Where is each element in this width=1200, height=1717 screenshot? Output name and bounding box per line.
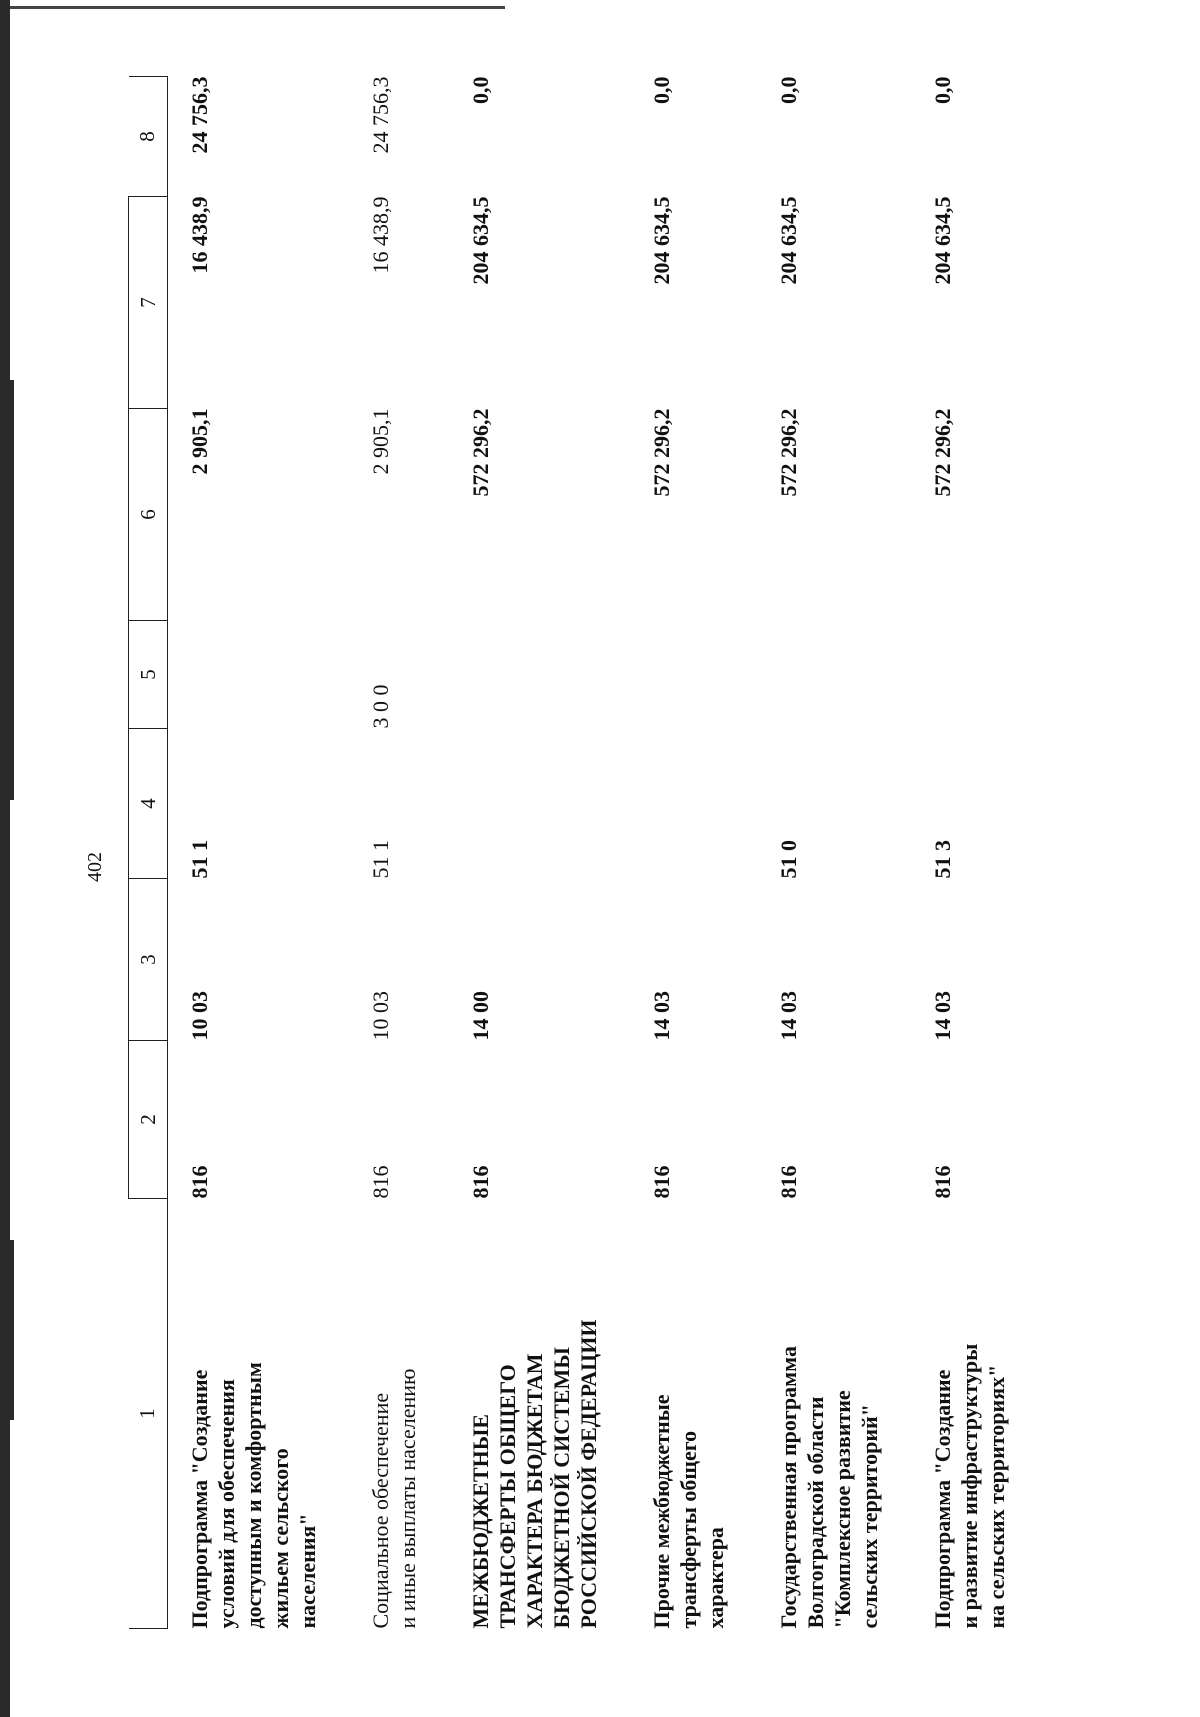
page-number: 402 [84,852,106,882]
row-spacer-cell [421,77,449,1629]
row-name-line: БЮДЖЕТНОЙ СИСТЕМЫ [549,1347,574,1629]
table-row [168,77,322,1629]
row-name-line: Социальное обеспечение [368,1392,393,1629]
cell-c6: 572 296,2 [930,408,955,497]
cell-c5 [449,621,602,729]
row-name-line: ХАРАКТЕРА БЮДЖЕТАМ [522,1353,547,1629]
cell-c4 [630,729,729,879]
row-name-line: доступным и комфортным [241,1362,266,1629]
cell-c5: 3 0 0 [368,684,393,729]
row-name-line: Государственная программа [776,1346,801,1629]
row-spacer-cell [321,77,349,1629]
cell-c8: 24 756,3 [368,76,393,154]
cell-c8: 24 756,3 [187,76,212,154]
row-spacer [321,77,349,1629]
cell-c5 [757,621,883,729]
table-row [349,77,421,1629]
table-header [129,77,168,1629]
cell-c7: 16 438,9 [368,196,393,274]
row-name-line: Волгоградской области [803,1396,828,1629]
table-row [449,77,602,1629]
cell-c3: 14 03 [776,991,801,1041]
row-name-line: "Комплексное развитие [830,1390,855,1629]
row-spacer-cell [1010,77,1038,1629]
cell-c6: 572 296,2 [776,408,801,497]
row-spacer [421,77,449,1629]
cell-c2: 816 [649,1165,674,1199]
cell-c6: 572 296,2 [468,408,493,497]
row-name [911,1199,1010,1629]
col-header-1: 1 [129,1199,168,1629]
row-spacer [1010,77,1038,1629]
row-name-line: трансферты общего [676,1430,701,1629]
cell-c8: 0,0 [468,76,493,104]
row-name [349,1199,421,1629]
row-name [630,1199,729,1629]
cell-c2: 816 [776,1165,801,1199]
row-name-line: и развитие инфраструктуры [957,1343,982,1629]
cell-c3: 14 00 [468,991,493,1041]
cell-c5 [911,621,1010,729]
cell-c6: 2 905,1 [187,408,212,475]
cell-c6: 572 296,2 [649,408,674,497]
col-header-5: 5 [129,621,168,729]
cell-c4: 51 1 [187,840,212,879]
row-name-line: на сельских территориях" [984,1364,1009,1629]
cell-c8: 0,0 [776,76,801,104]
row-name-line: жильем сельского [268,1448,293,1629]
col-header-3: 3 [129,879,168,1041]
cell-c8: 0,0 [930,76,955,104]
row-name-line: Подпрограмма "Создание [930,1369,955,1629]
row-name-line: РОССИЙСКОЙ ФЕДЕРАЦИИ [576,1319,601,1629]
cell-c4: 51 0 [776,840,801,879]
col-header-7: 7 [129,197,168,409]
cell-c4: 51 1 [368,840,393,879]
col-header-2: 2 [129,1041,168,1199]
cell-c8: 0,0 [649,76,674,104]
col-header-6: 6 [129,409,168,621]
cell-c2: 816 [930,1165,955,1199]
table-row [911,77,1010,1629]
cell-c2: 816 [187,1165,212,1199]
cell-c7: 204 634,5 [930,196,955,285]
row-name-line: сельских территорий" [857,1404,882,1629]
cell-c2: 816 [368,1165,393,1199]
cell-c4: 51 3 [930,840,955,879]
col-header-4: 4 [129,729,168,879]
cell-c5 [630,621,729,729]
cell-c3: 14 03 [649,991,674,1041]
row-name-line: населения" [295,1513,320,1629]
table-body [168,77,1039,1629]
cell-c7: 204 634,5 [468,196,493,285]
cell-c2: 816 [468,1165,493,1199]
row-name-line: условий для обеспечения [214,1379,239,1629]
row-spacer [729,77,757,1629]
row-name-line: Прочие межбюджетные [649,1394,674,1629]
row-spacer-cell [602,77,630,1629]
cell-c3: 10 03 [368,991,393,1041]
row-name [449,1199,602,1629]
cell-c4 [449,729,602,879]
budget-table [128,76,1038,1629]
table-row [630,77,729,1629]
cell-c7: 16 438,9 [187,196,212,274]
cell-c7: 204 634,5 [776,196,801,285]
row-spacer [602,77,630,1629]
row-name-line: и иные выплаты населению [395,1368,420,1629]
row-spacer-cell [729,77,757,1629]
cell-c3: 14 03 [930,991,955,1041]
cell-c6: 2 905,1 [368,408,393,475]
cell-c7: 204 634,5 [649,196,674,285]
row-name-line: ТРАНСФЕРТЫ ОБЩЕГО [495,1364,520,1629]
row-spacer-cell [883,77,911,1629]
row-spacer [883,77,911,1629]
cell-c5 [168,621,322,729]
table-row [757,77,883,1629]
cell-c3: 10 03 [187,991,212,1041]
row-name-line: МЕЖБЮДЖЕТНЫЕ [468,1414,493,1629]
row-name [757,1199,883,1629]
row-name-line: характера [703,1527,728,1629]
col-header-8: 8 [129,77,168,197]
row-name [168,1199,322,1629]
row-name-line: Подпрограмма "Создание [187,1369,212,1629]
